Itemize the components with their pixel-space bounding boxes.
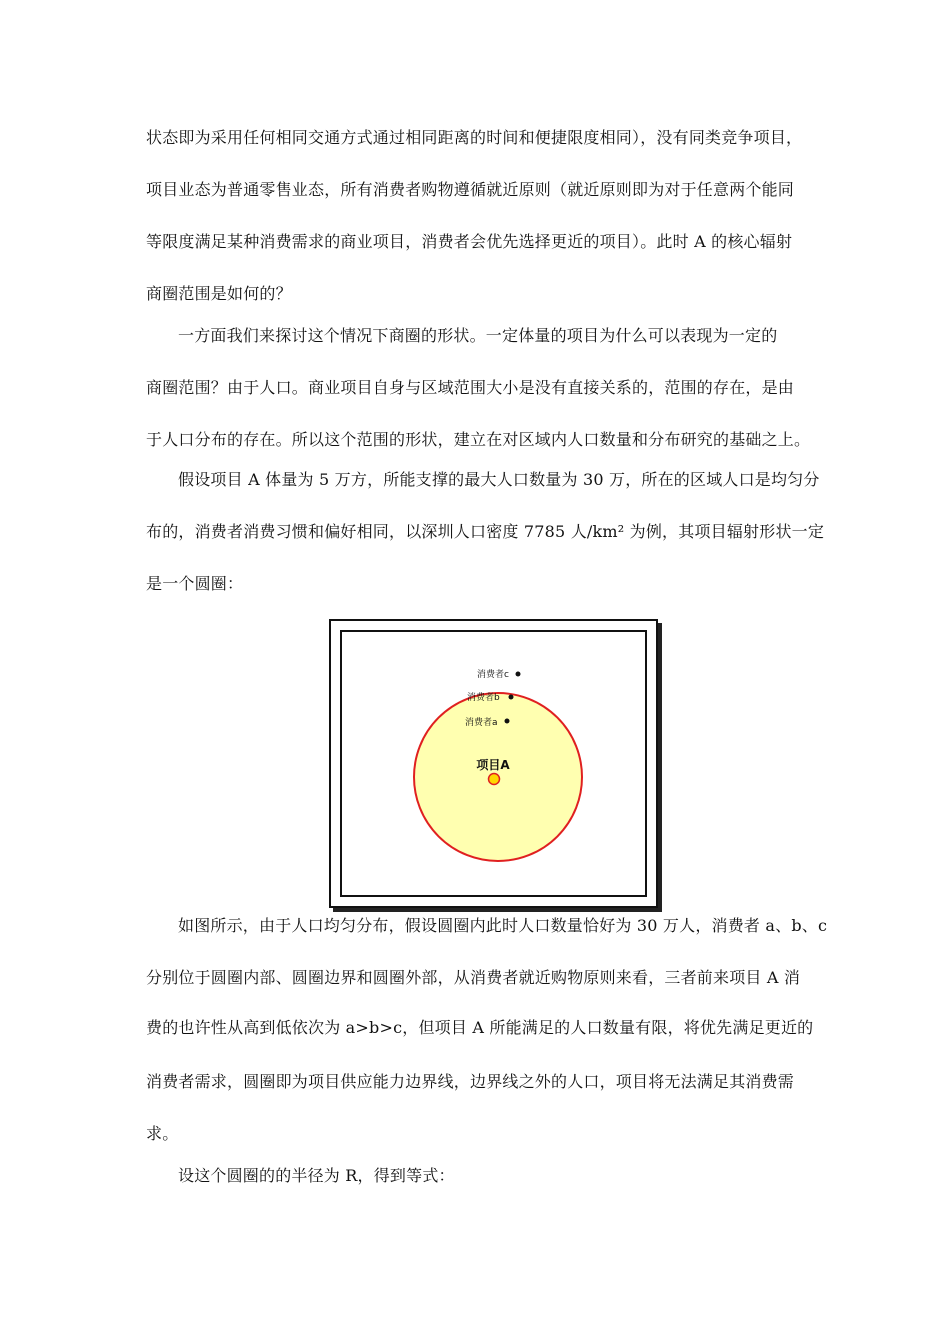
paragraph-line-12: 分别位于圆圈内部、圆圈边界和圆圈外部，从消费者就近购物原则来看，三者前来项目 A 消 xyxy=(146,968,801,987)
consumer-b-dot xyxy=(509,695,514,700)
paragraph-line-4: 商圈范围是如何的？ xyxy=(146,284,292,303)
paragraph-line-11: 如图所示，由于人口均匀分布，假设圆圈内此时人口数量恰好为 30 万人，消费者 a、b、c xyxy=(178,916,828,935)
paragraph-line-1 xyxy=(146,128,810,148)
body-text: ），没有同类竞争项目， xyxy=(632,128,803,147)
paragraph-line-14: 消费者需求，圆圈即为项目供应能力边界线，边界线之外的人口，项目将无法满足其消费需 xyxy=(146,1072,795,1091)
paragraph-line-16: 设这个圆圈的的半径为 R，得到等式： xyxy=(178,1166,455,1185)
body-text: 项目业态为普通零售业态，所有消费者购物遵循就近原则（ xyxy=(146,180,568,199)
paragraph-line-6: 商圈范围？由于人口。商业项目自身与区域范围大小是没有直接关系的，范围的存在，是由 xyxy=(146,378,795,397)
definition-text: 等限度满足某种消费需求的商业项目，消费者会优先选择更近的项目 xyxy=(146,232,633,251)
definition-text: 就近原则即为对于任意两个能同 xyxy=(567,180,795,199)
paragraph-line-5: 一方面我们来探讨这个情况下商圈的形状。一定体量的项目为什么可以表现为一定的 xyxy=(178,326,778,345)
trade-area-diagram xyxy=(331,621,656,906)
paragraph-line-2 xyxy=(146,180,810,200)
trade-area-figure xyxy=(329,619,658,908)
consumer-b-label: 消费者b xyxy=(467,693,500,703)
paragraph-line-7: 于人口分布的存在。所以这个范围的形状，建立在对区域内人口数量和分布研究的基础之上。 xyxy=(146,430,811,449)
consumer-a-label: 消费者a xyxy=(465,718,498,728)
project-a-marker xyxy=(489,774,500,785)
body-text: ）。此时 A 的核心辐射 xyxy=(632,232,793,251)
consumer-a-dot xyxy=(505,719,510,724)
project-a-label: 项目A xyxy=(476,758,510,772)
paragraph-line-13: 费的也许性从高到低依次为 a>b>c，但项目 A 所能满足的人口数量有限，将优先满足更近的 xyxy=(146,1018,814,1037)
consumer-c-label: 消费者c xyxy=(477,670,509,680)
paragraph-line-15: 求。 xyxy=(146,1124,179,1143)
paragraph-line-9: 布的，消费者消费习惯和偏好相同，以深圳人口密度 7785 人/km² 为例，其项目辐射形状一定 xyxy=(146,522,825,541)
definition-text: 状态即为采用任何相同交通方式通过相同距离的时间和便捷限度相同 xyxy=(146,128,633,147)
consumer-c-dot xyxy=(516,672,521,677)
paragraph-line-3 xyxy=(146,232,810,252)
paragraph-line-8: 假设项目 A 体量为 5 万方，所能支撑的最大人口数量为 30 万，所在的区域人口是均匀分 xyxy=(178,470,820,489)
paragraph-line-10: 是一个圆圈： xyxy=(146,574,244,593)
